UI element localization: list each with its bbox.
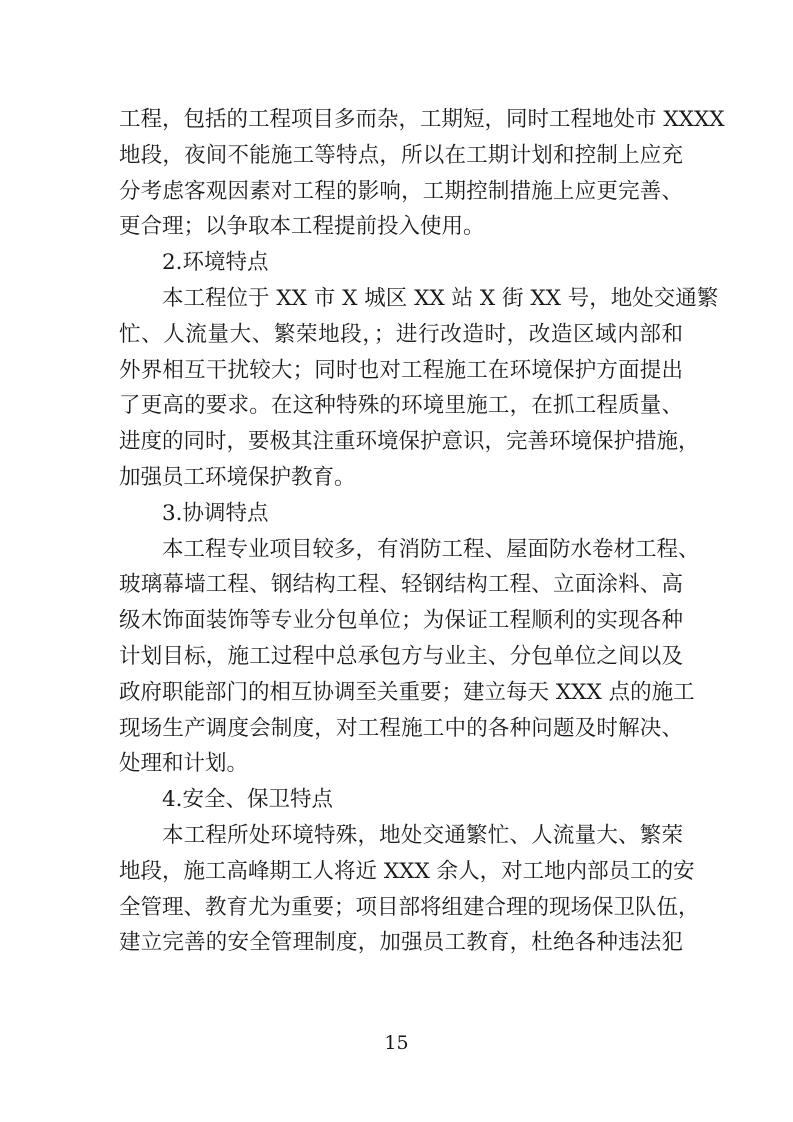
text-line: 地段，施工高峰期工人将近 XXX 余人，对工地内部员工的安 <box>119 858 695 884</box>
text-line: 本工程专业项目较多，有消防工程、屋面防水卷材工程、 <box>162 536 700 562</box>
text-line: 分考虑客观因素对工程的影响，工期控制措施上应更完善、 <box>119 178 683 204</box>
text-line: 工程，包括的工程项目多而杂，工期短，同时工程地处市 XXXX <box>119 107 725 132</box>
text-line: 加强员工环境保护教育。 <box>119 464 356 490</box>
text-line: 全管理、教育尤为重要；项目部将组建合理的现场保卫队伍， <box>119 894 700 920</box>
text-line: 建立完善的安全管理制度，加强员工教育，杜绝各种违法犯 <box>119 930 683 956</box>
page-number: 15 <box>384 1032 409 1054</box>
section-heading <box>119 245 683 281</box>
page-body <box>119 102 725 961</box>
text-line: 3.协调特点 <box>162 500 269 526</box>
section-heading <box>119 782 683 818</box>
text-line: 外界相互干扰较大；同时也对工程施工在环境保护方面提出 <box>119 357 683 383</box>
text-line: 政府职能部门的相互协调至关重要；建立每天 XXX 点的施工 <box>119 679 695 705</box>
text-line: 玻璃幕墙工程、钢结构工程、轻钢结构工程、立面涂料、高 <box>119 572 683 598</box>
paragraph <box>119 102 725 245</box>
section-heading <box>119 496 683 532</box>
text-line: 处理和计划。 <box>119 751 249 777</box>
text-line: 进度的同时，要极其注重环境保护意识，完善环境保护措施， <box>119 429 700 455</box>
text-line: 现场生产调度会制度，对工程施工中的各种问题及时解决、 <box>119 715 683 741</box>
text-line: 更合理；以争取本工程提前投入使用。 <box>119 214 485 240</box>
text-line: 了更高的要求。在这种特殊的环境里施工，在抓工程质量、 <box>119 393 683 419</box>
text-line: 4.安全、保卫特点 <box>162 787 334 813</box>
text-line: 忙、人流量大、繁荣地段，；进行改造时，改造区域内部和 <box>119 321 683 347</box>
text-line: 本工程所处环境特殊，地处交通繁忙、人流量大、繁荣 <box>162 822 683 848</box>
paragraph <box>119 281 719 496</box>
text-line: 计划目标，施工过程中总承包方与业主、分包单位之间以及 <box>119 643 683 669</box>
text-line: 地段，夜间不能施工等特点，所以在工期计划和控制上应充 <box>119 142 683 168</box>
text-line: 2.环境特点 <box>162 250 269 276</box>
paragraph <box>119 532 700 783</box>
text-line: 本工程位于 XX 市 X 城区 XX 站 X 街 XX 号，地处交通繁 <box>162 285 719 311</box>
text-line: 级木饰面装饰等专业分包单位；为保证工程顺利的实现各种 <box>119 608 683 634</box>
paragraph <box>119 818 700 961</box>
